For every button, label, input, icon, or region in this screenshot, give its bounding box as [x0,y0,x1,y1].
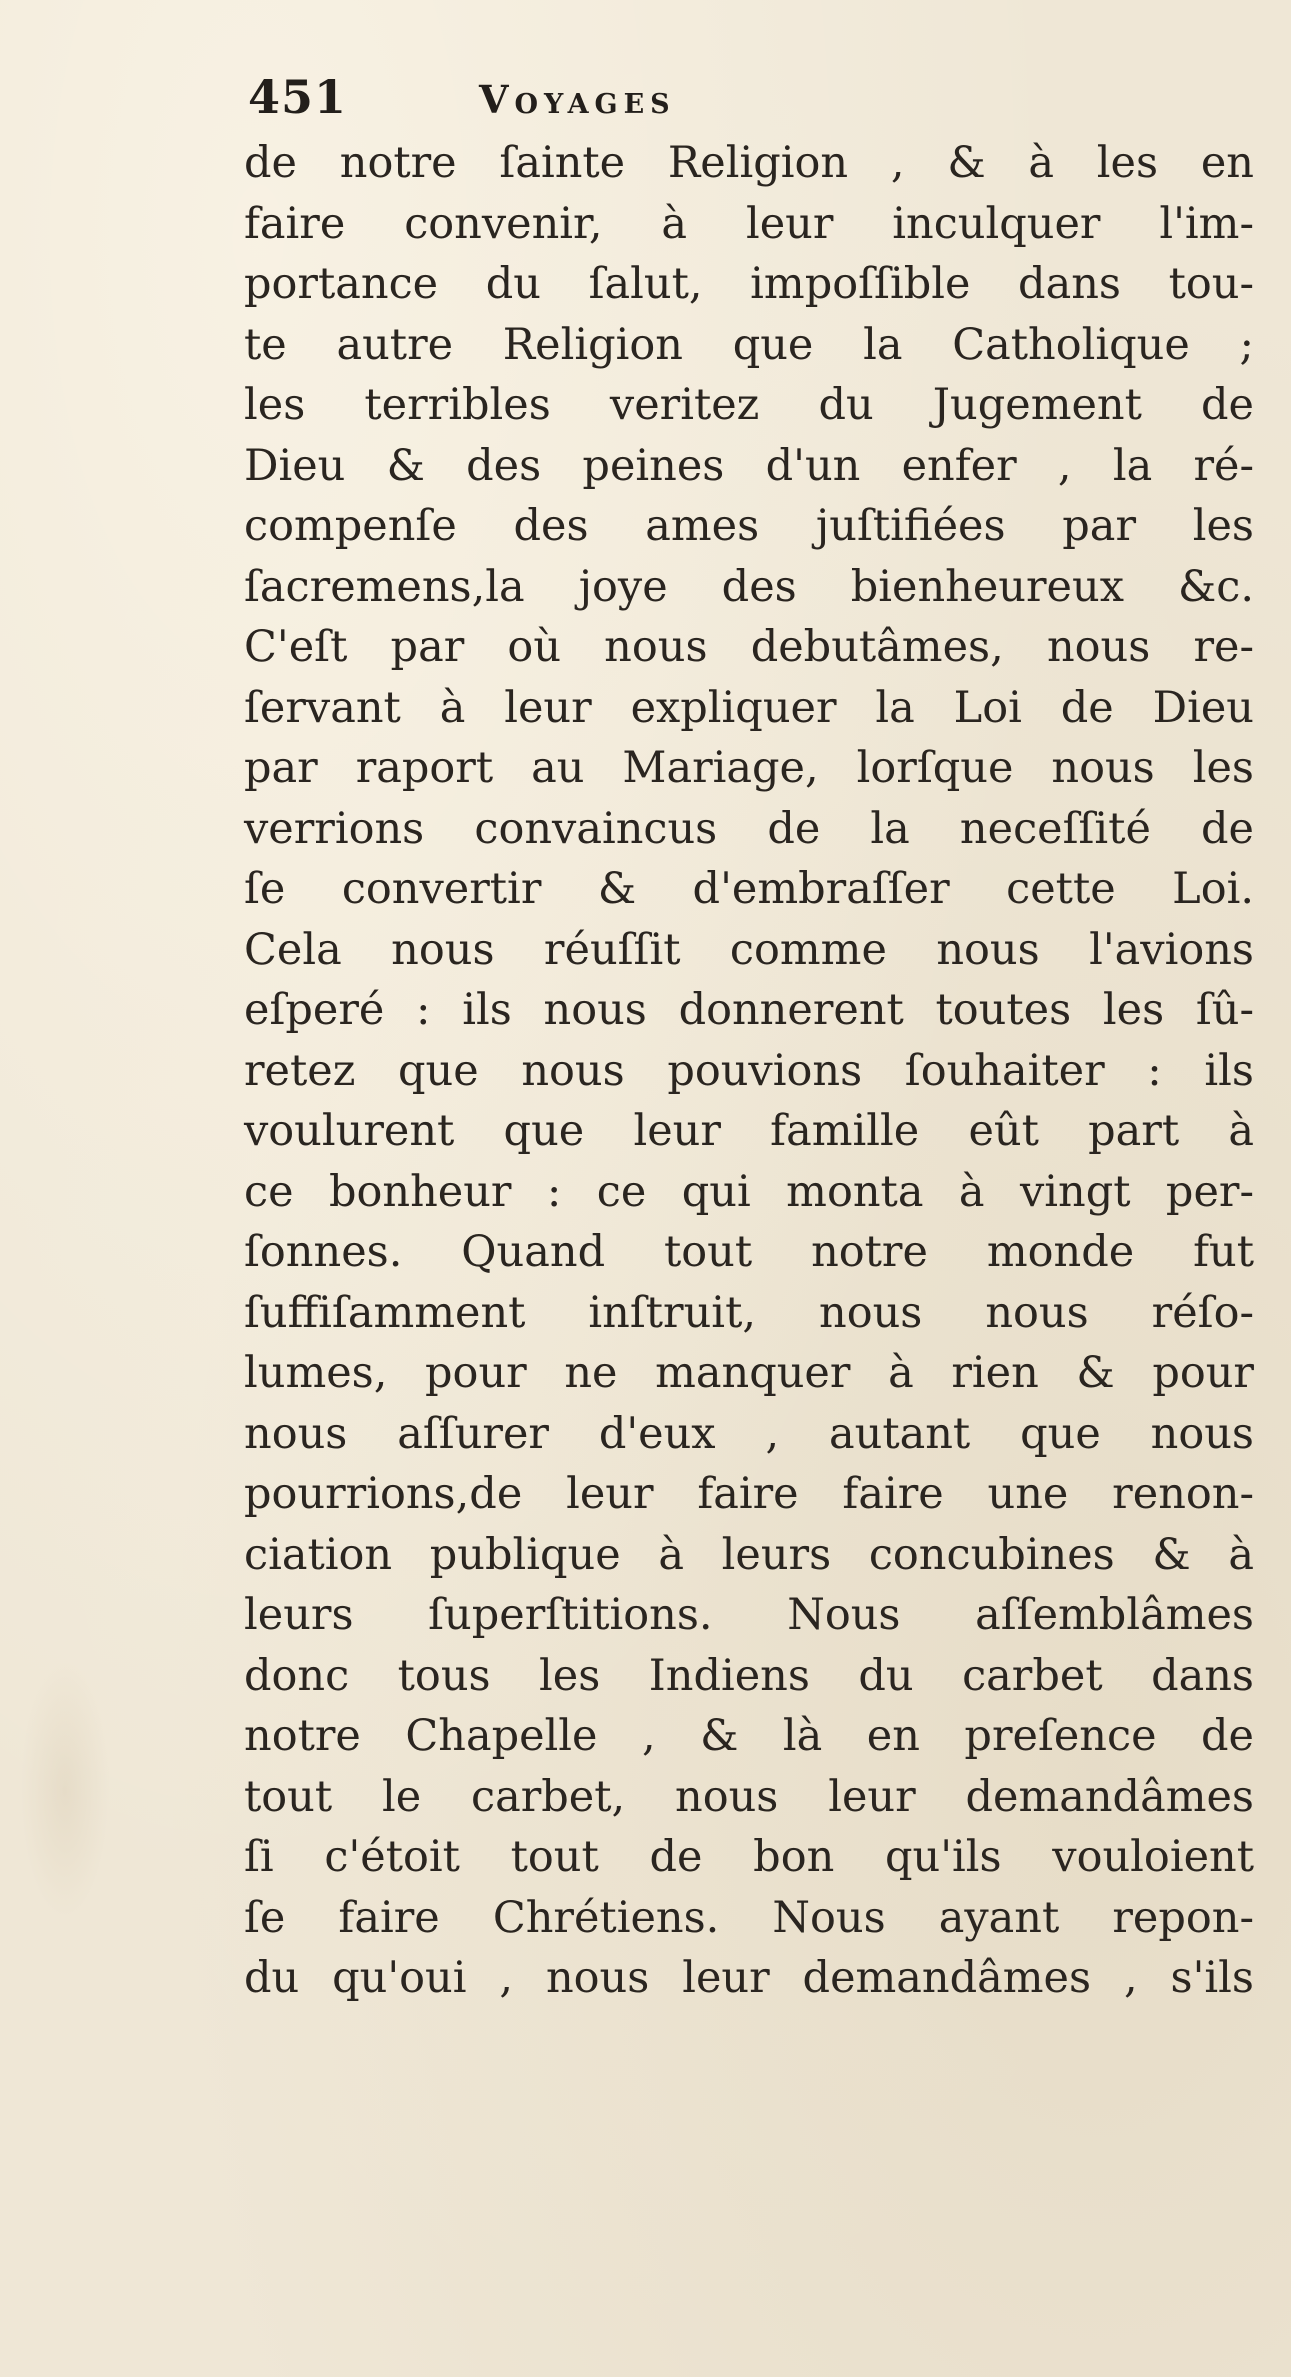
text-line: eſperé : ils nous donnerent toutes les ſû- [244,985,1254,1035]
text-line: retez que nous pouvions ſouhaiter : ils [244,1045,1254,1096]
text-line: ciation publique à leurs concubines & à [244,1529,1254,1580]
text-line: ſacremens,la joye des bienheureux &c. [244,561,1254,612]
body-text [244,133,1254,2009]
text-line: notre Chapelle , & là en preſence de [244,1711,1254,1761]
text-line: voulurent que leur famille eût part à [244,1106,1254,1156]
text-line: te autre Religion que la Catholique ; [244,319,1254,370]
text-line: verrions convaincus de la neceſſité de [244,803,1254,854]
text-line: faire convenir, à leur inculquer l'im- [244,198,1254,249]
text-line: ce bonheur : ce qui monta à vingt per- [244,1166,1254,1217]
text-line: leurs ſuperſtitions. Nous aſſemblâmes [244,1590,1254,1640]
text-line: par raport au Mariage, lorſque nous les [244,743,1254,793]
text-line: ſe faire Chrétiens. Nous ayant repon- [244,1892,1254,1943]
text-line: compenſe des ames juſtifiées par les [244,501,1254,551]
text-line: lumes, pour ne manquer à rien & pour [244,1348,1254,1398]
paper-stain [20,1660,110,1920]
text-line: de notre ſainte Religion , & à les en [244,138,1254,188]
text-line: tout le carbet, nous leur demandâmes [244,1771,1254,1822]
text-line: du qu'oui , nous leur demandâmes , s'ils [244,1953,1254,2003]
text-line: ſuffiſamment inſtruit, nous nous réſo- [244,1287,1254,1338]
page-header [248,70,676,130]
text-line: ſi c'étoit tout de bon qu'ils vouloient [244,1832,1254,1882]
text-line: portance du ſalut, impoſſible dans tou- [244,259,1254,309]
text-line: donc tous les Indiens du carbet dans [244,1650,1254,1701]
text-line: ſe convertir & d'embraſſer cette Loi. [244,864,1254,914]
text-line: pourrions,de leur faire faire une renon- [244,1469,1254,1519]
text-line: Dieu & des peines d'un enfer , la ré- [244,440,1254,491]
text-line: les terribles veritez du Jugement de [244,380,1254,430]
text-line: Cela nous réuſſit comme nous l'avions [244,924,1254,975]
text-line: nous aſſurer d'eux , autant que nous [244,1408,1254,1459]
running-head: Voyages [479,77,676,122]
page-number: 451 [248,70,348,124]
text-line: ſervant à leur expliquer la Loi de Dieu [244,682,1254,733]
text-line: ſonnes. Quand tout notre monde fut [244,1227,1254,1277]
text-line: C'eſt par où nous debutâmes, nous re- [244,622,1254,672]
